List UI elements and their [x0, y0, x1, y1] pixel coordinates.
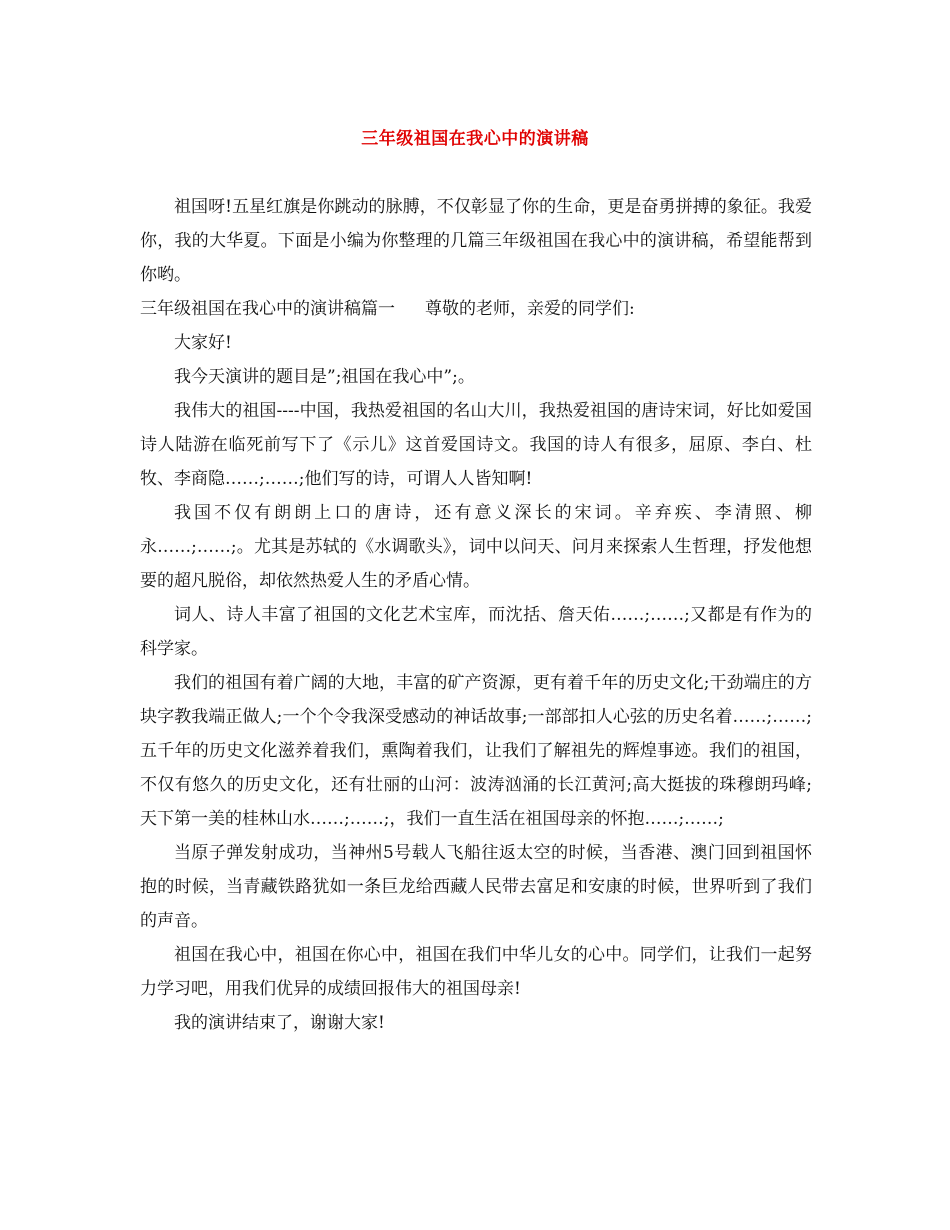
- greeting-paragraph: 大家好!: [174, 333, 232, 353]
- salutation: 尊敬的老师，亲爱的同学们:: [425, 299, 635, 319]
- body-paragraph: 我们的祖国有着广阔的大地，丰富的矿产资源，更有着千年的历史文化;干劲端庄的方块字教我端正做人;一个个令我深受感动的神话故事;一部部扣人心弦的历史名着……;……;五千年的历史文化滋养着我们，熏陶着我们，让我们了解祖先的辉煌事迹。我们的祖国，不仅有悠久的历史文化，还有壮丽的山河：波涛汹涌的长江黄河;高大挺拔的珠穆朗玛峰;天下第一美的桂林山水……;……;，我们一直生活在祖国母亲的怀抱……;……;: [140, 673, 812, 829]
- body-paragraph: 我国不仅有朗朗上口的唐诗，还有意义深长的宋词。辛弃疾、李清照、柳永……;……;。尤其是苏轼的《水调歌头》，词中以问天、问月来探索人生哲理，抒发他想要的超凡脱俗，却依然热爱人生的矛盾心情。: [140, 503, 812, 591]
- intro-paragraph: 祖国呀!五星红旗是你跳动的脉膊，不仅彰显了你的生命，更是奋勇拼搏的象征。我爱你，我的大华夏。下面是小编为你整理的几篇三年级祖国在我心中的演讲稿，希望能帮到你哟。: [140, 197, 812, 285]
- section-heading-line: [140, 292, 812, 326]
- closing-paragraph: 我的演讲结束了，谢谢大家!: [174, 1013, 385, 1033]
- topic-paragraph: 我今天演讲的题目是”;祖国在我心中”;。: [174, 367, 475, 387]
- body-paragraph: 当原子弹发射成功，当神州5号载人飞船往返太空的时候，当香港、澳门回到祖国怀抱的时候，当青藏铁路犹如一条巨龙给西藏人民带去富足和安康的时候，世界听到了我们的声音。: [140, 843, 812, 931]
- section-heading: 三年级祖国在我心中的演讲稿篇一: [140, 299, 395, 319]
- body-paragraph: 词人、诗人丰富了祖国的文化艺术宝库，而沈括、詹天佑……;……;又都是有作为的科学家。: [140, 605, 812, 659]
- document-title: 三年级祖国在我心中的演讲稿: [361, 129, 589, 149]
- body-paragraph: 祖国在我心中，祖国在你心中，祖国在我们中华儿女的心中。同学们，让我们一起努力学习吧，用我们优异的成绩回报伟大的祖国母亲!: [140, 945, 812, 999]
- body-paragraph: 我伟大的祖国----中国，我热爱祖国的名山大川，我热爱祖国的唐诗宋词，好比如爱国诗人陆游在临死前写下了《示儿》这首爱国诗文。我国的诗人有很多，屈原、李白、杜牧、李商隐……;……;他们写的诗，可谓人人皆知啊!: [140, 401, 812, 489]
- document-body: [140, 190, 812, 1040]
